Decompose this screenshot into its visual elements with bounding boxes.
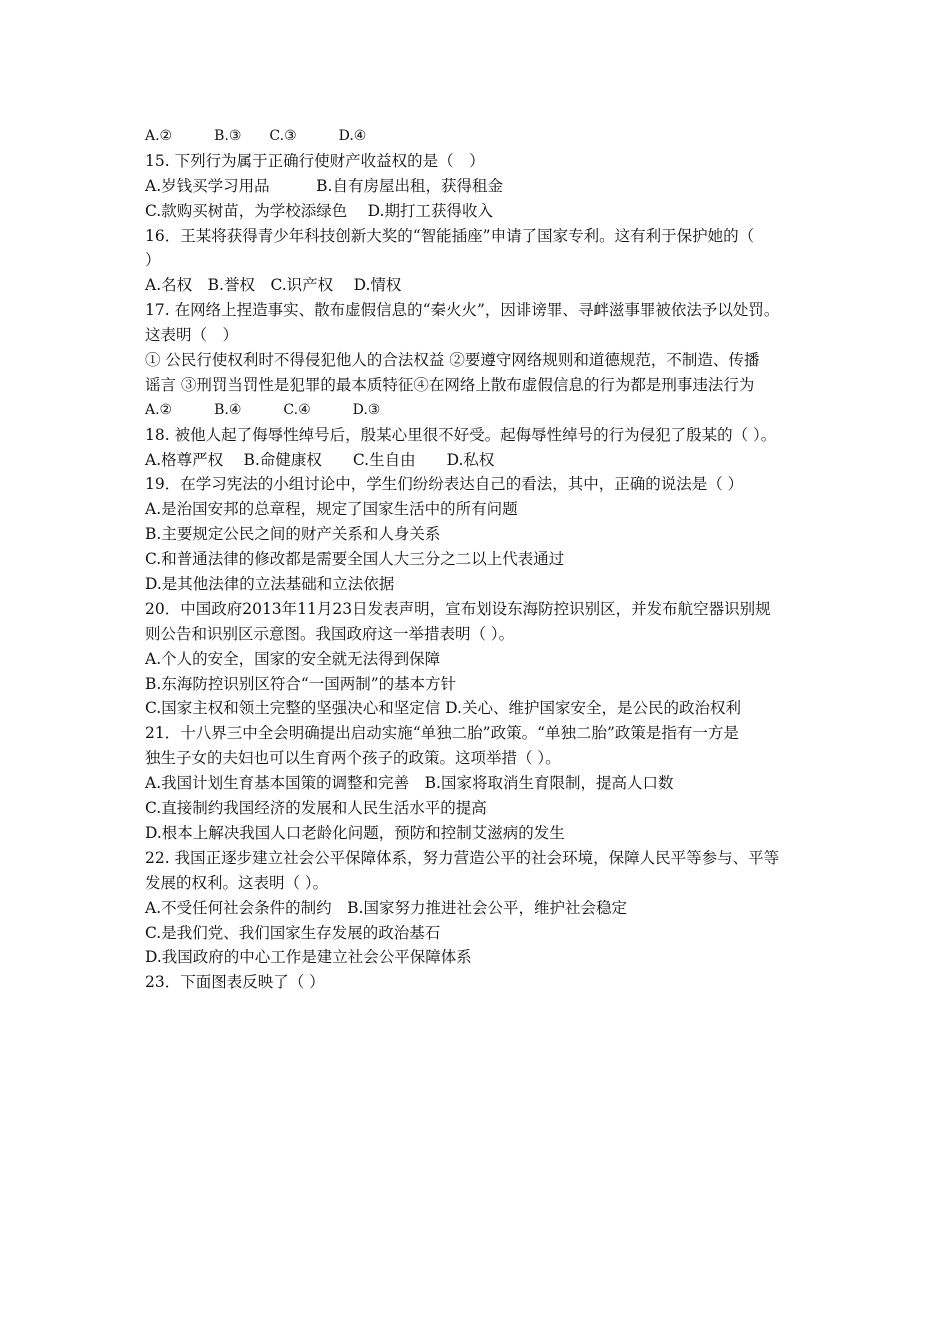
q21-stem: 21．十八界三中全会明确提出启动实施“单独二胎”政策。“单独二胎”政策是指有一方是 [145, 724, 739, 743]
q15-options-ab: A.岁钱买学习用品 B.自有房屋出租，获得租金 [145, 176, 503, 195]
q16-options: A.名权 B.誉权 C.识产权 D.情权 [145, 276, 402, 295]
q14-options: A.② B.③ C.③ D.④ [145, 128, 367, 144]
q18-options: A.格尊严权 B.命健康权 C.生自由 D.私权 [145, 450, 495, 469]
q22-stem-cont: 发展的权利。这表明（ ）。 [145, 873, 329, 892]
q21-options-ab: A.我国计划生育基本国策的调整和完善 B.国家将取消生育限制，提高人口数 [145, 774, 674, 793]
q21-option-d: D.根本上解决我国人口老龄化问题，预防和控制艾滋病的发生 [145, 823, 565, 842]
q22-option-d: D.我国政府的中心工作是建立社会公平保障体系 [145, 948, 472, 967]
q20-option-a: A.个人的安全，国家的安全就无法得到保障 [145, 649, 441, 668]
q19-option-c: C.和普通法律的修改都是需要全国人大三分之二以上代表通过 [145, 550, 565, 569]
document-page [145, 124, 825, 995]
q20-stem-cont: 则公告和识别区示意图。我国政府这一举措表明（ ）。 [145, 624, 515, 643]
q15-options-cd: C.款购买树苗，为学校添绿色 D.期打工获得收入 [145, 201, 493, 220]
q18-stem: 18. 被他人起了侮辱性绰号后，殷某心里很不好受。起侮辱性绰号的行为侵犯了殷某的（ ）。 [145, 425, 777, 444]
q20-stem: 20．中国政府2013年11月23日发表声明，宣布划设东海防控识别区，并发布航空器识别规 [145, 599, 771, 618]
q20-option-b: B.东海防控识别区符合“一国两制”的基本方针 [145, 674, 457, 693]
q21-stem-cont: 独生子女的夫妇也可以生育两个孩子的政策。这项举措（ ）。 [145, 749, 561, 768]
q22-options-ab: A.不受任何社会条件的制约 B.国家努力推进社会公平，维护社会稳定 [145, 898, 627, 917]
q16-stem: 16．王某将获得青少年科技创新大奖的“智能插座”申请了国家专利。这有利于保护她的（ [145, 226, 755, 245]
q17-options: A.② B.④ C.④ D.③ [145, 401, 381, 418]
q21-option-c: C.直接制约我国经济的发展和人民生活水平的提高 [145, 799, 487, 818]
q23-stem: 23．下面图表反映了（ ） [145, 973, 325, 992]
q17-statements-2: 谣言 ③刑罚当罚性是犯罪的最本质特征④在网络上散布虚假信息的行为都是刑事违法行为 [145, 375, 755, 394]
q17-stem-cont: 这表明（ ） [145, 326, 239, 345]
q19-stem: 19．在学习宪法的小组讨论中，学生们纷纷表达自己的看法，其中，正确的说法是（ ） [145, 475, 744, 494]
q17-statements-1: ① 公民行使权利时不得侵犯他人的合法权益 ②要遵守网络规则和道德规范，不制造、传播 [145, 351, 760, 370]
q15-stem: 15. 下列行为属于正确行使财产收益权的是（ ） [145, 151, 485, 170]
q17-stem: 17. 在网络上捏造事实、散布虚假信息的“秦火火”，因诽谤罪、寻衅滋事罪被依法予以处罚。 [145, 301, 780, 320]
q20-options-cd: C.国家主权和领土完整的坚强决心和坚定信 D.关心、维护国家安全，是公民的政治权利 [145, 699, 741, 718]
q19-option-d: D.是其他法律的立法基础和立法依据 [145, 575, 395, 594]
q22-option-c: C.是我们党、我们国家生存发展的政治基石 [145, 923, 441, 942]
q19-option-a: A.是治国安邦的总章程，规定了国家生活中的所有问题 [145, 500, 518, 519]
q16-stem-cont: ） [145, 251, 161, 270]
q22-stem: 22. 我国正逐步建立社会公平保障体系，努力营造公平的社会环境，保障人民平等参与、平等 [145, 848, 780, 867]
q19-option-b: B.主要规定公民之间的财产关系和人身关系 [145, 525, 441, 544]
